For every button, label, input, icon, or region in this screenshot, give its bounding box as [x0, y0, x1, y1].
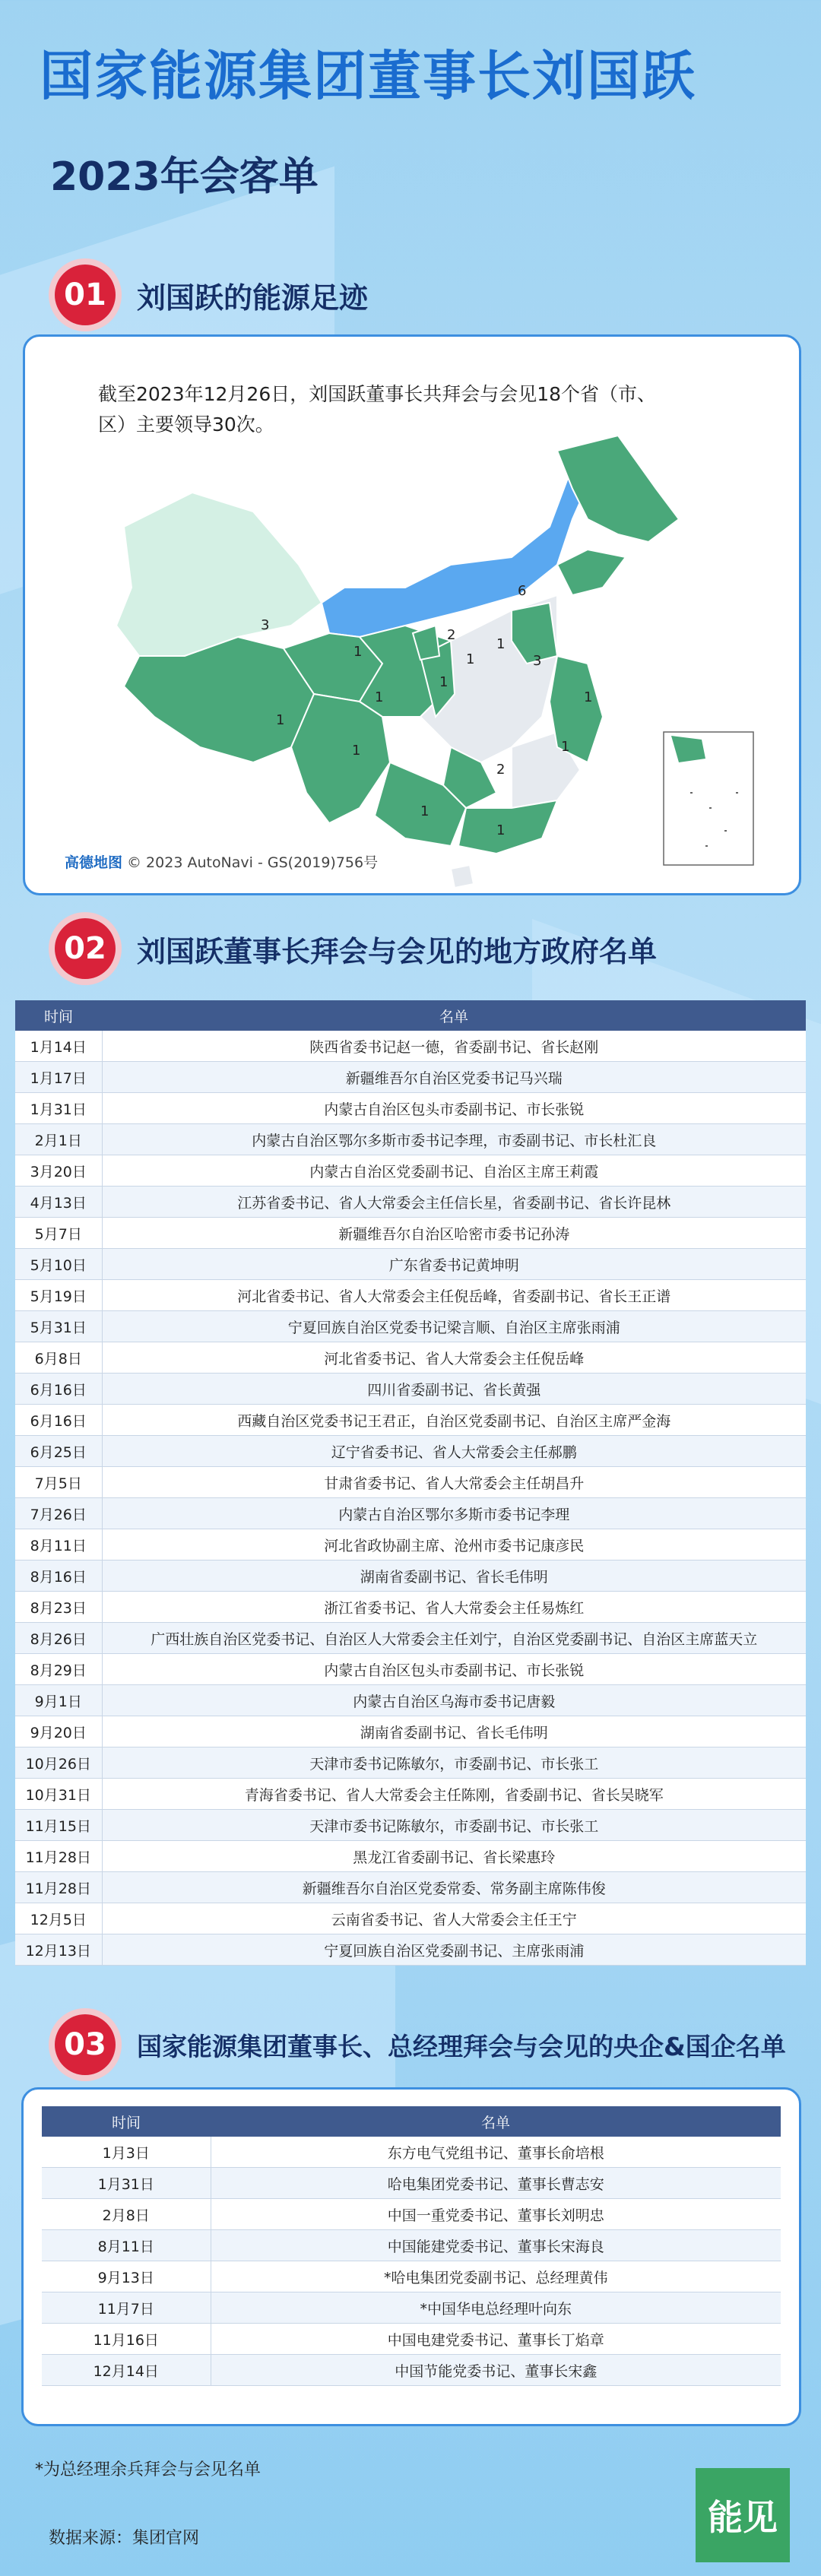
row-date: 2月8日 — [42, 2199, 211, 2230]
map-card — [23, 334, 801, 895]
row-name: 中国节能党委书记、董事长宋鑫 — [211, 2355, 781, 2386]
section-2-header — [55, 918, 657, 979]
column-header-date: 时间 — [15, 1000, 102, 1031]
table-row — [42, 2292, 781, 2324]
table-row — [15, 1218, 806, 1249]
table-row — [42, 2324, 781, 2355]
table-row — [15, 1062, 806, 1093]
row-name: 广西壮族自治区党委书记、自治区人大常委会主任刘宁，自治区党委副书记、自治区主席蓝天立 — [102, 1623, 806, 1654]
table-row — [15, 1654, 806, 1685]
row-name: 中国能建党委书记、董事长宋海良 — [211, 2230, 781, 2261]
row-date: 9月13日 — [42, 2261, 211, 2292]
map-count-label: 1 — [584, 689, 593, 705]
map-region-jiangsu-zhejiang — [550, 656, 603, 762]
row-name: 湖南省委副书记、省长毛伟明 — [102, 1560, 806, 1592]
row-date: 3月20日 — [15, 1155, 102, 1187]
row-date: 1月17日 — [15, 1062, 102, 1093]
row-date: 7月26日 — [15, 1498, 102, 1529]
row-name: 黑龙江省委副书记、省长梁惠玲 — [102, 1841, 806, 1872]
table-row — [42, 2168, 781, 2199]
map-count-label: 1 — [496, 822, 506, 838]
row-date: 10月26日 — [15, 1747, 102, 1779]
map-count-label: 1 — [420, 803, 430, 819]
row-name: 宁夏回族自治区党委书记梁言顺、自治区主席张雨浦 — [102, 1311, 806, 1342]
row-date: 11月28日 — [15, 1841, 102, 1872]
table-row — [15, 1280, 806, 1311]
table-row — [15, 1685, 806, 1716]
table-row — [15, 1592, 806, 1623]
row-date: 5月7日 — [15, 1218, 102, 1249]
column-header-name: 名单 — [211, 2106, 781, 2137]
row-date: 6月25日 — [15, 1436, 102, 1467]
table-row — [15, 1779, 806, 1810]
section-title: 刘国跃的能源足迹 — [137, 280, 369, 315]
table-row — [15, 1872, 806, 1903]
table-row — [15, 1031, 806, 1062]
section-number-badge: 02 — [55, 918, 116, 979]
row-name: 新疆维吾尔自治区党委常委、常务副主席陈伟俊 — [102, 1872, 806, 1903]
table-row — [15, 1374, 806, 1405]
amap-logo: 高德地图 — [65, 854, 123, 871]
local-government-table — [15, 1000, 806, 1966]
row-name: 云南省委书记、省人大常委会主任王宁 — [102, 1903, 806, 1934]
row-name: 河北省政协副主席、沧州市委书记康彦民 — [102, 1529, 806, 1560]
map-count-label: 3 — [533, 653, 542, 669]
row-date: 10月31日 — [15, 1779, 102, 1810]
table-row — [15, 1747, 806, 1779]
soe-card — [21, 2087, 801, 2426]
row-date: 9月20日 — [15, 1716, 102, 1747]
row-name: 内蒙古自治区包头市委副书记、市长张锐 — [102, 1093, 806, 1124]
row-date: 11月16日 — [42, 2324, 211, 2355]
row-date: 6月16日 — [15, 1374, 102, 1405]
row-date: 11月28日 — [15, 1872, 102, 1903]
row-name: 四川省委副书记、省长黄强 — [102, 1374, 806, 1405]
section-3-header — [55, 2014, 786, 2075]
table-row — [15, 1155, 806, 1187]
row-name: 中国一重党委书记、董事长刘明忠 — [211, 2199, 781, 2230]
row-date: 6月16日 — [15, 1405, 102, 1436]
row-name: 宁夏回族自治区党委副书记、主席张雨浦 — [102, 1934, 806, 1966]
row-date: 1月31日 — [15, 1093, 102, 1124]
table-row — [15, 1903, 806, 1934]
row-name: *哈电集团党委副书记、总经理黄伟 — [211, 2261, 781, 2292]
row-date: 5月19日 — [15, 1280, 102, 1311]
table-row — [15, 1311, 806, 1342]
row-name: 新疆维吾尔自治区哈密市委书记孙涛 — [102, 1218, 806, 1249]
table-row — [15, 1124, 806, 1155]
table-row — [15, 1529, 806, 1560]
map-region-north-belt — [322, 451, 603, 637]
column-header-date: 时间 — [42, 2106, 211, 2137]
row-name: 陕西省委书记赵一德，省委副书记、省长赵刚 — [102, 1031, 806, 1062]
row-name: 新疆维吾尔自治区党委书记马兴瑞 — [102, 1062, 806, 1093]
map-region-sichuan-yunnan — [291, 694, 390, 823]
row-name: 内蒙古自治区包头市委副书记、市长张锐 — [102, 1654, 806, 1685]
row-name: 广东省委书记黄坤明 — [102, 1249, 806, 1280]
row-name: 天津市委书记陈敏尔，市委副书记、市长张工 — [102, 1747, 806, 1779]
table-row — [15, 1810, 806, 1841]
row-name: 中国电建党委书记、董事长丁焰章 — [211, 2324, 781, 2355]
row-name: 湖南省委副书记、省长毛伟明 — [102, 1716, 806, 1747]
column-header-name: 名单 — [102, 1000, 806, 1031]
map-count-label: 1 — [353, 644, 363, 660]
footnote: *为总经理余兵拜会与会见名单 — [35, 2460, 262, 2479]
row-name: 江苏省委书记、省人大常委会主任信长星，省委副书记、省长许昆林 — [102, 1187, 806, 1218]
row-date: 7月5日 — [15, 1467, 102, 1498]
table-row — [42, 2355, 781, 2386]
table-row — [15, 1249, 806, 1280]
row-date: 4月13日 — [15, 1187, 102, 1218]
row-date: 8月26日 — [15, 1623, 102, 1654]
row-date: 1月31日 — [42, 2168, 211, 2199]
table-row — [15, 1498, 806, 1529]
row-name: 河北省委书记、省人大常委会主任倪岳峰，省委副书记、省长王正谱 — [102, 1280, 806, 1311]
map-count-label: 2 — [447, 627, 456, 643]
row-name: *中国华电总经理叶向东 — [211, 2292, 781, 2324]
row-date: 8月16日 — [15, 1560, 102, 1592]
row-name: 西藏自治区党委书记王君正，自治区党委副书记、自治区主席严金海 — [102, 1405, 806, 1436]
row-date: 9月1日 — [15, 1685, 102, 1716]
row-date: 8月23日 — [15, 1592, 102, 1623]
map-region-hainan — [451, 865, 474, 888]
row-date: 12月14日 — [42, 2355, 211, 2386]
table-row — [42, 2261, 781, 2292]
row-name: 甘肃省委书记、省人大常委会主任胡昌升 — [102, 1467, 806, 1498]
row-name: 天津市委书记陈敏尔，市委副书记、市长张工 — [102, 1810, 806, 1841]
map-count-label: 2 — [496, 762, 506, 778]
map-count-label: 1 — [496, 636, 506, 652]
map-count-label: 1 — [352, 743, 361, 759]
page-subtitle: 2023年会客单 — [50, 154, 319, 200]
table-row — [15, 1841, 806, 1872]
map-region-northeast — [557, 436, 679, 542]
section-title: 刘国跃董事长拜会与会见的地方政府名单 — [137, 934, 658, 968]
table-row — [42, 2137, 781, 2168]
map-region-xinjiang — [116, 493, 322, 656]
map-count-label: 1 — [466, 651, 475, 667]
map-region-tibet — [124, 637, 314, 762]
row-date: 11月15日 — [15, 1810, 102, 1841]
table-row — [15, 1093, 806, 1124]
data-source: 数据来源：集团官网 — [49, 2529, 200, 2548]
map-count-label: 6 — [518, 583, 527, 599]
table-row — [42, 2230, 781, 2261]
section-1-header — [55, 265, 368, 325]
row-name: 内蒙古自治区党委副书记、自治区主席王莉霞 — [102, 1155, 806, 1187]
table-row — [15, 1342, 806, 1374]
table-row — [15, 1560, 806, 1592]
brand-logo: 能见 — [696, 2468, 790, 2562]
section-title: 国家能源集团董事长、总经理拜会与会见的央企&国企名单 — [137, 2031, 786, 2061]
map-region-liaoning — [557, 550, 626, 595]
soe-table — [42, 2106, 781, 2386]
map-count-label: 1 — [439, 674, 449, 690]
section-number-badge: 01 — [55, 265, 116, 325]
row-name: 内蒙古自治区鄂尔多斯市委书记李理，市委副书记、市长杜汇良 — [102, 1124, 806, 1155]
map-description: 截至2023年12月26日，刘国跃董事长共拜会与会见18个省（市、区）主要领导30次。 — [98, 383, 657, 436]
row-name: 内蒙古自治区乌海市委书记唐毅 — [102, 1685, 806, 1716]
row-date: 5月10日 — [15, 1249, 102, 1280]
map-count-label: 3 — [261, 617, 270, 633]
table-row — [42, 2199, 781, 2230]
row-date: 8月11日 — [15, 1529, 102, 1560]
map-count-label: 1 — [276, 712, 285, 728]
table-row — [15, 1405, 806, 1436]
map-region-guangdong — [458, 800, 557, 854]
map-count-label: 1 — [375, 689, 384, 705]
table-row — [15, 1623, 806, 1654]
row-date: 1月14日 — [15, 1031, 102, 1062]
map-count-label: 1 — [561, 739, 570, 755]
table-row — [15, 1716, 806, 1747]
row-name: 东方电气党组书记、董事长俞培根 — [211, 2137, 781, 2168]
row-date: 8月29日 — [15, 1654, 102, 1685]
row-name: 青海省委书记、省人大常委会主任陈刚，省委副书记、省长吴晓军 — [102, 1779, 806, 1810]
row-date: 5月31日 — [15, 1311, 102, 1342]
table-row — [15, 1436, 806, 1467]
row-date: 11月7日 — [42, 2292, 211, 2324]
table-row — [15, 1934, 806, 1966]
table-row — [15, 1467, 806, 1498]
row-name: 内蒙古自治区鄂尔多斯市委书记李理 — [102, 1498, 806, 1529]
table-row — [15, 1187, 806, 1218]
row-date: 12月13日 — [15, 1934, 102, 1966]
row-date: 2月1日 — [15, 1124, 102, 1155]
row-date: 12月5日 — [15, 1903, 102, 1934]
row-name: 哈电集团党委书记、董事长曹志安 — [211, 2168, 781, 2199]
row-name: 浙江省委书记、省人大常委会主任易炼红 — [102, 1592, 806, 1623]
page-title: 国家能源集团董事长刘国跃 — [40, 45, 696, 107]
map-attribution — [65, 851, 378, 872]
section-number-badge: 03 — [55, 2014, 116, 2075]
map-copyright: © 2023 AutoNavi - GS(2019)756号 — [127, 854, 379, 871]
china-map — [25, 337, 799, 893]
row-date: 1月3日 — [42, 2137, 211, 2168]
row-name: 辽宁省委书记、省人大常委会主任郝鹏 — [102, 1436, 806, 1467]
row-name: 河北省委书记、省人大常委会主任倪岳峰 — [102, 1342, 806, 1374]
row-date: 6月8日 — [15, 1342, 102, 1374]
row-date: 8月11日 — [42, 2230, 211, 2261]
